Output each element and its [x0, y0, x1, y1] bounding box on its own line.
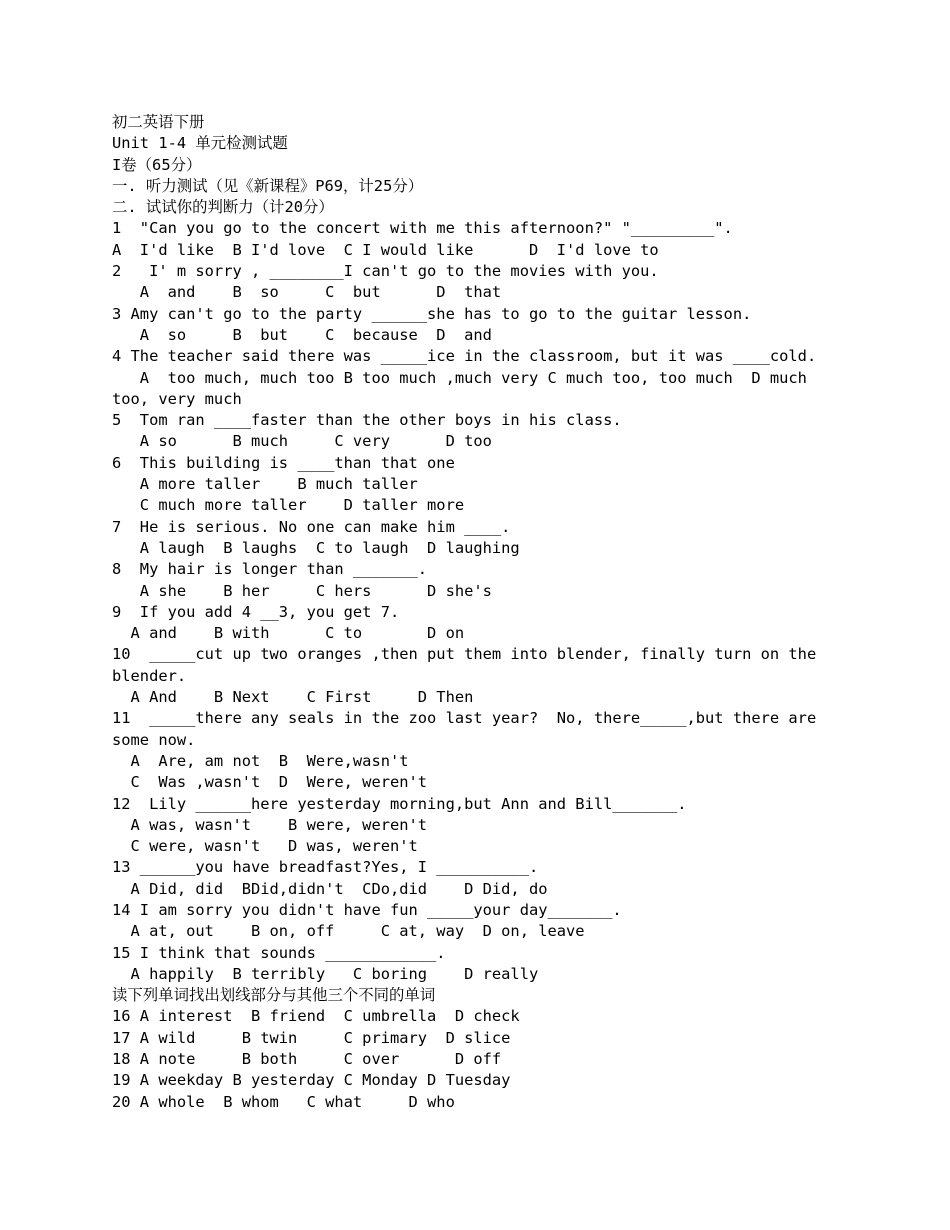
question-line: 7 He is serious. No one can make him ____.: [112, 517, 511, 536]
options-line: A I'd like B I'd love C I would like D I'd love to: [112, 240, 659, 259]
question-line: 15 I think that sounds ____________.: [112, 943, 446, 962]
options-line: A Did, did BDid,didn't CDo,did D Did, do: [112, 879, 548, 898]
question-line: 8 My hair is longer than _______.: [112, 560, 428, 579]
section-heading: 二. 试试你的判断力（计20分）: [112, 198, 334, 217]
question-line: 2 I' m sorry , ________I can't go to the movies with you.: [112, 262, 659, 281]
question-line: 11 _____there any seals in the zoo last year? No, there_____,but there are: [112, 709, 817, 728]
question-line: 13 ______you have breadfast?Yes, I __________.: [112, 858, 539, 877]
question-line: 3 Amy can't go to the party ______she has to go to the guitar lesson.: [112, 304, 752, 323]
question-line: 10 _____cut up two oranges ,then put them into blender, finally turn on the: [112, 645, 817, 664]
question-line: 1 "Can you go to the concert with me this afternoon?" "_________".: [112, 219, 733, 238]
options-line: A Are, am not B Were,wasn't: [112, 751, 409, 770]
options-line: A was, wasn't B were, weren't: [112, 815, 428, 834]
options-line: too, very much: [112, 389, 242, 408]
doc-title: 初二英语下册: [112, 113, 205, 131]
options-line: A so B but C because D and: [112, 325, 492, 344]
options-line: A happily B terribly C boring D really: [112, 964, 539, 983]
options-line: A laugh B laughs C to laugh D laughing: [112, 538, 520, 557]
options-line: A And B Next C First D Then: [112, 688, 474, 707]
question-line: 4 The teacher said there was _____ice in the classroom, but it was ____cold.: [112, 347, 817, 366]
options-line: A at, out B on, off C at, way D on, leave: [112, 922, 585, 941]
options-line: C Was ,wasn't D Were, weren't: [112, 773, 428, 792]
section-heading: I卷（65分）: [112, 155, 202, 174]
options-line: A too much, much too B too much ,much very C much too, too much D much: [112, 368, 807, 387]
options-line: C much more taller D taller more: [112, 496, 465, 515]
doc-subtitle: Unit 1-4 单元检测试题: [112, 134, 288, 153]
question-line: 6 This building is ____than that one: [112, 453, 455, 472]
document-page: [112, 112, 832, 1113]
options-line: A more taller B much taller: [112, 475, 418, 494]
section-heading: 一. 听力测试（见《新课程》P69，计25分）: [112, 176, 424, 195]
question-line: 14 I am sorry you didn't have fun _____your day_______.: [112, 900, 622, 919]
question-line: 17 A wild B twin C primary D slice: [112, 1028, 511, 1047]
question-line: 12 Lily ______here yesterday morning,but Ann and Bill_______.: [112, 794, 687, 813]
question-line: 20 A whole B whom C what D who: [112, 1092, 455, 1111]
question-line: 5 Tom ran ____faster than the other boys in his class.: [112, 411, 622, 430]
options-line: A so B much C very D too: [112, 432, 492, 451]
question-line: 16 A interest B friend C umbrella D check: [112, 1007, 520, 1026]
options-line: A she B her C hers D she's: [112, 581, 492, 600]
options-line: C were, wasn't D was, weren't: [112, 837, 418, 856]
question-line: 9 If you add 4 __3, you get 7.: [112, 602, 400, 621]
question-line: 18 A note B both C over D off: [112, 1050, 502, 1069]
question-line: blender.: [112, 666, 187, 685]
options-line: A and B so C but D that: [112, 283, 502, 302]
question-line: some now.: [112, 730, 196, 749]
question-line: 19 A weekday B yesterday C Monday D Tuesday: [112, 1071, 511, 1090]
section-heading: 读下列单词找出划线部分与其他三个不同的单词: [112, 986, 436, 1005]
options-line: A and B with C to D on: [112, 624, 465, 643]
